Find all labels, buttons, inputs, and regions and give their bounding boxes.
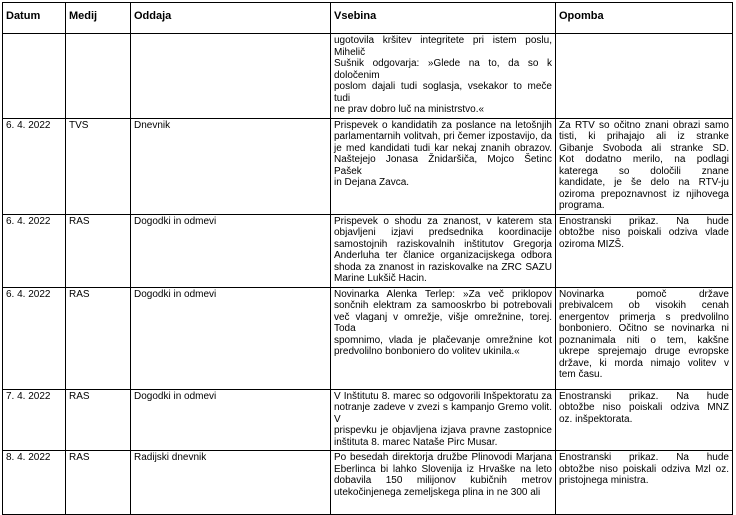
cell-medij-text: RAS bbox=[69, 390, 90, 402]
cell-vsebina-line: prispevku je objavljena izjava pravne zastopnice bbox=[334, 425, 552, 436]
cell-opomba-line: Kot dodatno merilo, na podlagi bbox=[559, 154, 729, 165]
cell-vsebina-line: inštituta 8. marec Nataše Pirc Musar. bbox=[334, 436, 498, 448]
cell-vsebina-line: V Inštitutu 8. marec so odgovorili Inšpektoratu za bbox=[334, 390, 552, 402]
table-body bbox=[3, 34, 733, 515]
cell-opomba-line: Za RTV so očitno znani obrazi samo bbox=[559, 119, 729, 131]
cell-opomba-line: države, ki morda nimajo volitev v bbox=[559, 357, 729, 369]
cell-datum-text: 8. 4. 2022 bbox=[6, 452, 51, 463]
cell-oddaja bbox=[131, 389, 331, 451]
cell-medij bbox=[66, 214, 131, 287]
cell-vsebina-line: poslom dajali tudi soglasja, vsekakor to meče tudi bbox=[334, 81, 552, 104]
cell-vsebina-line: notranje zadeve v zvezi s kampanjo Gremo volit. V bbox=[334, 402, 552, 425]
header-opomba: Opomba bbox=[556, 3, 733, 34]
cell-vsebina-line: shoda za znanost in raziskovalke na ZRC SAZU bbox=[334, 261, 552, 273]
cell-vsebina-line: dobavila 150 milijonov kubičnih metrov bbox=[334, 475, 552, 486]
cell-vsebina-line: Sušnik odgovarja: »Glede na to, da so k določenim bbox=[334, 58, 552, 81]
cell-opomba-line: Enostranski prikaz. Na hude bbox=[559, 390, 729, 402]
cell-opomba-line: oz. inšpektorata. bbox=[559, 413, 633, 425]
cell-opomba-line: poznanimala niti o tem, kakšne bbox=[559, 334, 729, 346]
cell-vsebina-line: parlamentarnih volitvah, pri čemer izpostavijo, da bbox=[334, 131, 552, 142]
cell-opomba-line: oziroma MIZŠ. bbox=[559, 238, 625, 250]
media-monitoring-table bbox=[2, 2, 733, 515]
cell-opomba-line: oziroma prepoznavnost iz njihovega bbox=[559, 188, 729, 200]
cell-datum-text: 6. 4. 2022 bbox=[6, 215, 51, 227]
table-row bbox=[3, 214, 733, 287]
cell-oddaja bbox=[131, 287, 331, 389]
cell-medij bbox=[66, 34, 131, 119]
cell-medij bbox=[66, 389, 131, 451]
cell-opomba-line: Novinarka pomoč države bbox=[559, 288, 729, 300]
cell-vsebina-line: Prispevek o kandidatih za poslance na letošnjih bbox=[334, 119, 552, 131]
cell-medij bbox=[66, 451, 131, 515]
cell-opomba-line: obtožbe niso poiskali odziva vlade bbox=[559, 227, 729, 238]
cell-vsebina bbox=[331, 287, 556, 389]
cell-vsebina-line: spomnimo, vlada je plačevanje omrežnine kot bbox=[334, 334, 552, 346]
cell-vsebina bbox=[331, 34, 556, 119]
cell-oddaja-text: Radijski dnevnik bbox=[134, 452, 207, 463]
cell-opomba-line: kandidate, je še delo na RTV-ju bbox=[559, 177, 729, 188]
cell-datum bbox=[3, 451, 66, 515]
cell-opomba-line: bonboniero. Očitno se novinarka ni bbox=[559, 323, 729, 334]
cell-opomba-line: Enostranski prikaz. Na hude bbox=[559, 215, 729, 227]
cell-medij-text: TVS bbox=[69, 119, 89, 131]
cell-opomba-line: prebivalcem ob visokih cenah bbox=[559, 300, 729, 311]
cell-opomba-line: pristojnega ministra. bbox=[559, 475, 649, 486]
cell-medij-text: RAS bbox=[69, 452, 90, 463]
cell-oddaja bbox=[131, 214, 331, 287]
header-row bbox=[3, 3, 733, 34]
cell-vsebina-line: ne prav dobro luč na ministrstvo.« bbox=[334, 104, 485, 115]
cell-opomba-line: tisti, ki prihajajo ali iz stranke bbox=[559, 131, 729, 142]
cell-medij bbox=[66, 287, 131, 389]
table-row bbox=[3, 287, 733, 389]
cell-datum bbox=[3, 34, 66, 119]
header-vsebina: Vsebina bbox=[331, 3, 556, 34]
cell-vsebina bbox=[331, 389, 556, 451]
cell-opomba-line: programa. bbox=[559, 200, 605, 211]
cell-oddaja bbox=[131, 34, 331, 119]
cell-medij-text: RAS bbox=[69, 215, 90, 227]
cell-opomba-line: ukrepe sprejemajo druge evropske bbox=[559, 346, 729, 357]
cell-oddaja-text: Dogodki in odmevi bbox=[134, 215, 217, 227]
cell-vsebina-line: utekočinjenega zemeljskega plina in ne 300 ali bbox=[334, 486, 541, 498]
cell-medij-text: RAS bbox=[69, 288, 90, 300]
cell-datum bbox=[3, 287, 66, 389]
document-page bbox=[2, 2, 732, 515]
cell-opomba bbox=[556, 389, 733, 451]
cell-vsebina-line: Eberlinca bi lahko Slovenija iz Hrvaške na leto bbox=[334, 463, 552, 475]
cell-opomba-line: tem času. bbox=[559, 369, 603, 380]
cell-opomba-line: energentov primerja s predvolilno bbox=[559, 311, 729, 323]
cell-vsebina bbox=[331, 118, 556, 214]
cell-opomba-line: obtožbe niso poiskali odziva MNZ bbox=[559, 402, 729, 413]
cell-vsebina-line: samostojnih raziskovalnih inštitutov Gregorja bbox=[334, 238, 552, 250]
cell-vsebina bbox=[331, 451, 556, 515]
cell-opomba bbox=[556, 287, 733, 389]
cell-vsebina-line: Novinarka Alenka Terlep: »Za več priklopov bbox=[334, 288, 552, 300]
cell-opomba bbox=[556, 451, 733, 515]
cell-opomba bbox=[556, 34, 733, 119]
cell-medij bbox=[66, 118, 131, 214]
table-row bbox=[3, 118, 733, 214]
cell-opomba-line: katerega so določili znane bbox=[559, 165, 729, 177]
cell-vsebina-line: Po besedah direktorja družbe Plinovodi Marjana bbox=[334, 452, 552, 463]
cell-oddaja bbox=[131, 118, 331, 214]
cell-datum bbox=[3, 214, 66, 287]
cell-vsebina-line: in Dejana Zavca. bbox=[334, 177, 410, 188]
cell-datum-text: 6. 4. 2022 bbox=[6, 288, 51, 300]
cell-oddaja-text: Dogodki in odmevi bbox=[134, 390, 217, 402]
table-row bbox=[3, 451, 733, 515]
cell-opomba bbox=[556, 214, 733, 287]
table-row bbox=[3, 389, 733, 451]
cell-vsebina-line: Anderluha ter članice organizacijskega odbora bbox=[334, 250, 552, 261]
header-datum: Datum bbox=[3, 3, 66, 34]
cell-vsebina-line: Naštejejo Jonasa Žnidaršiča, Mojco Šetinc Pašek bbox=[334, 154, 552, 177]
table-row bbox=[3, 34, 733, 119]
cell-datum-text: 6. 4. 2022 bbox=[6, 119, 51, 131]
cell-datum-text: 7. 4. 2022 bbox=[6, 390, 51, 402]
cell-vsebina-line: objavljeni izjavi predsednika koordinacije bbox=[334, 227, 552, 238]
cell-oddaja-text: Dogodki in odmevi bbox=[134, 288, 217, 300]
cell-vsebina-line: predvolilno bonboniero do volitev ukinila.« bbox=[334, 346, 520, 357]
cell-vsebina-line: je med kandidati tudi kar nekaj znanih obrazov. bbox=[334, 142, 552, 154]
cell-vsebina-line: Marine Lukšič Hacin. bbox=[334, 273, 427, 284]
cell-opomba-line: Gibanje Svoboda ali stranke SD. bbox=[559, 142, 729, 154]
cell-oddaja bbox=[131, 451, 331, 515]
cell-datum bbox=[3, 389, 66, 451]
cell-vsebina-line: ugotovila kršitev integritete pri istem poslu, Mihelič bbox=[334, 35, 552, 58]
cell-opomba-line: Enostranski prikaz. Na hude bbox=[559, 452, 729, 463]
cell-opomba bbox=[556, 118, 733, 214]
cell-vsebina-line: Prispevek o shodu za znanost, v katerem sta bbox=[334, 215, 552, 227]
cell-opomba-line: obtožbe niso poiskali odziva Mzl oz. bbox=[559, 463, 729, 475]
cell-vsebina-line: sončnih elektram za samooskrbo bi potrebovali bbox=[334, 300, 552, 311]
cell-vsebina bbox=[331, 214, 556, 287]
cell-vsebina-line: več vlaganj v omrežje, višje omrežnine, torej. Toda bbox=[334, 311, 552, 334]
header-oddaja: Oddaja bbox=[131, 3, 331, 34]
header-medij: Medij bbox=[66, 3, 131, 34]
cell-oddaja-text: Dnevnik bbox=[134, 119, 171, 131]
cell-datum bbox=[3, 118, 66, 214]
